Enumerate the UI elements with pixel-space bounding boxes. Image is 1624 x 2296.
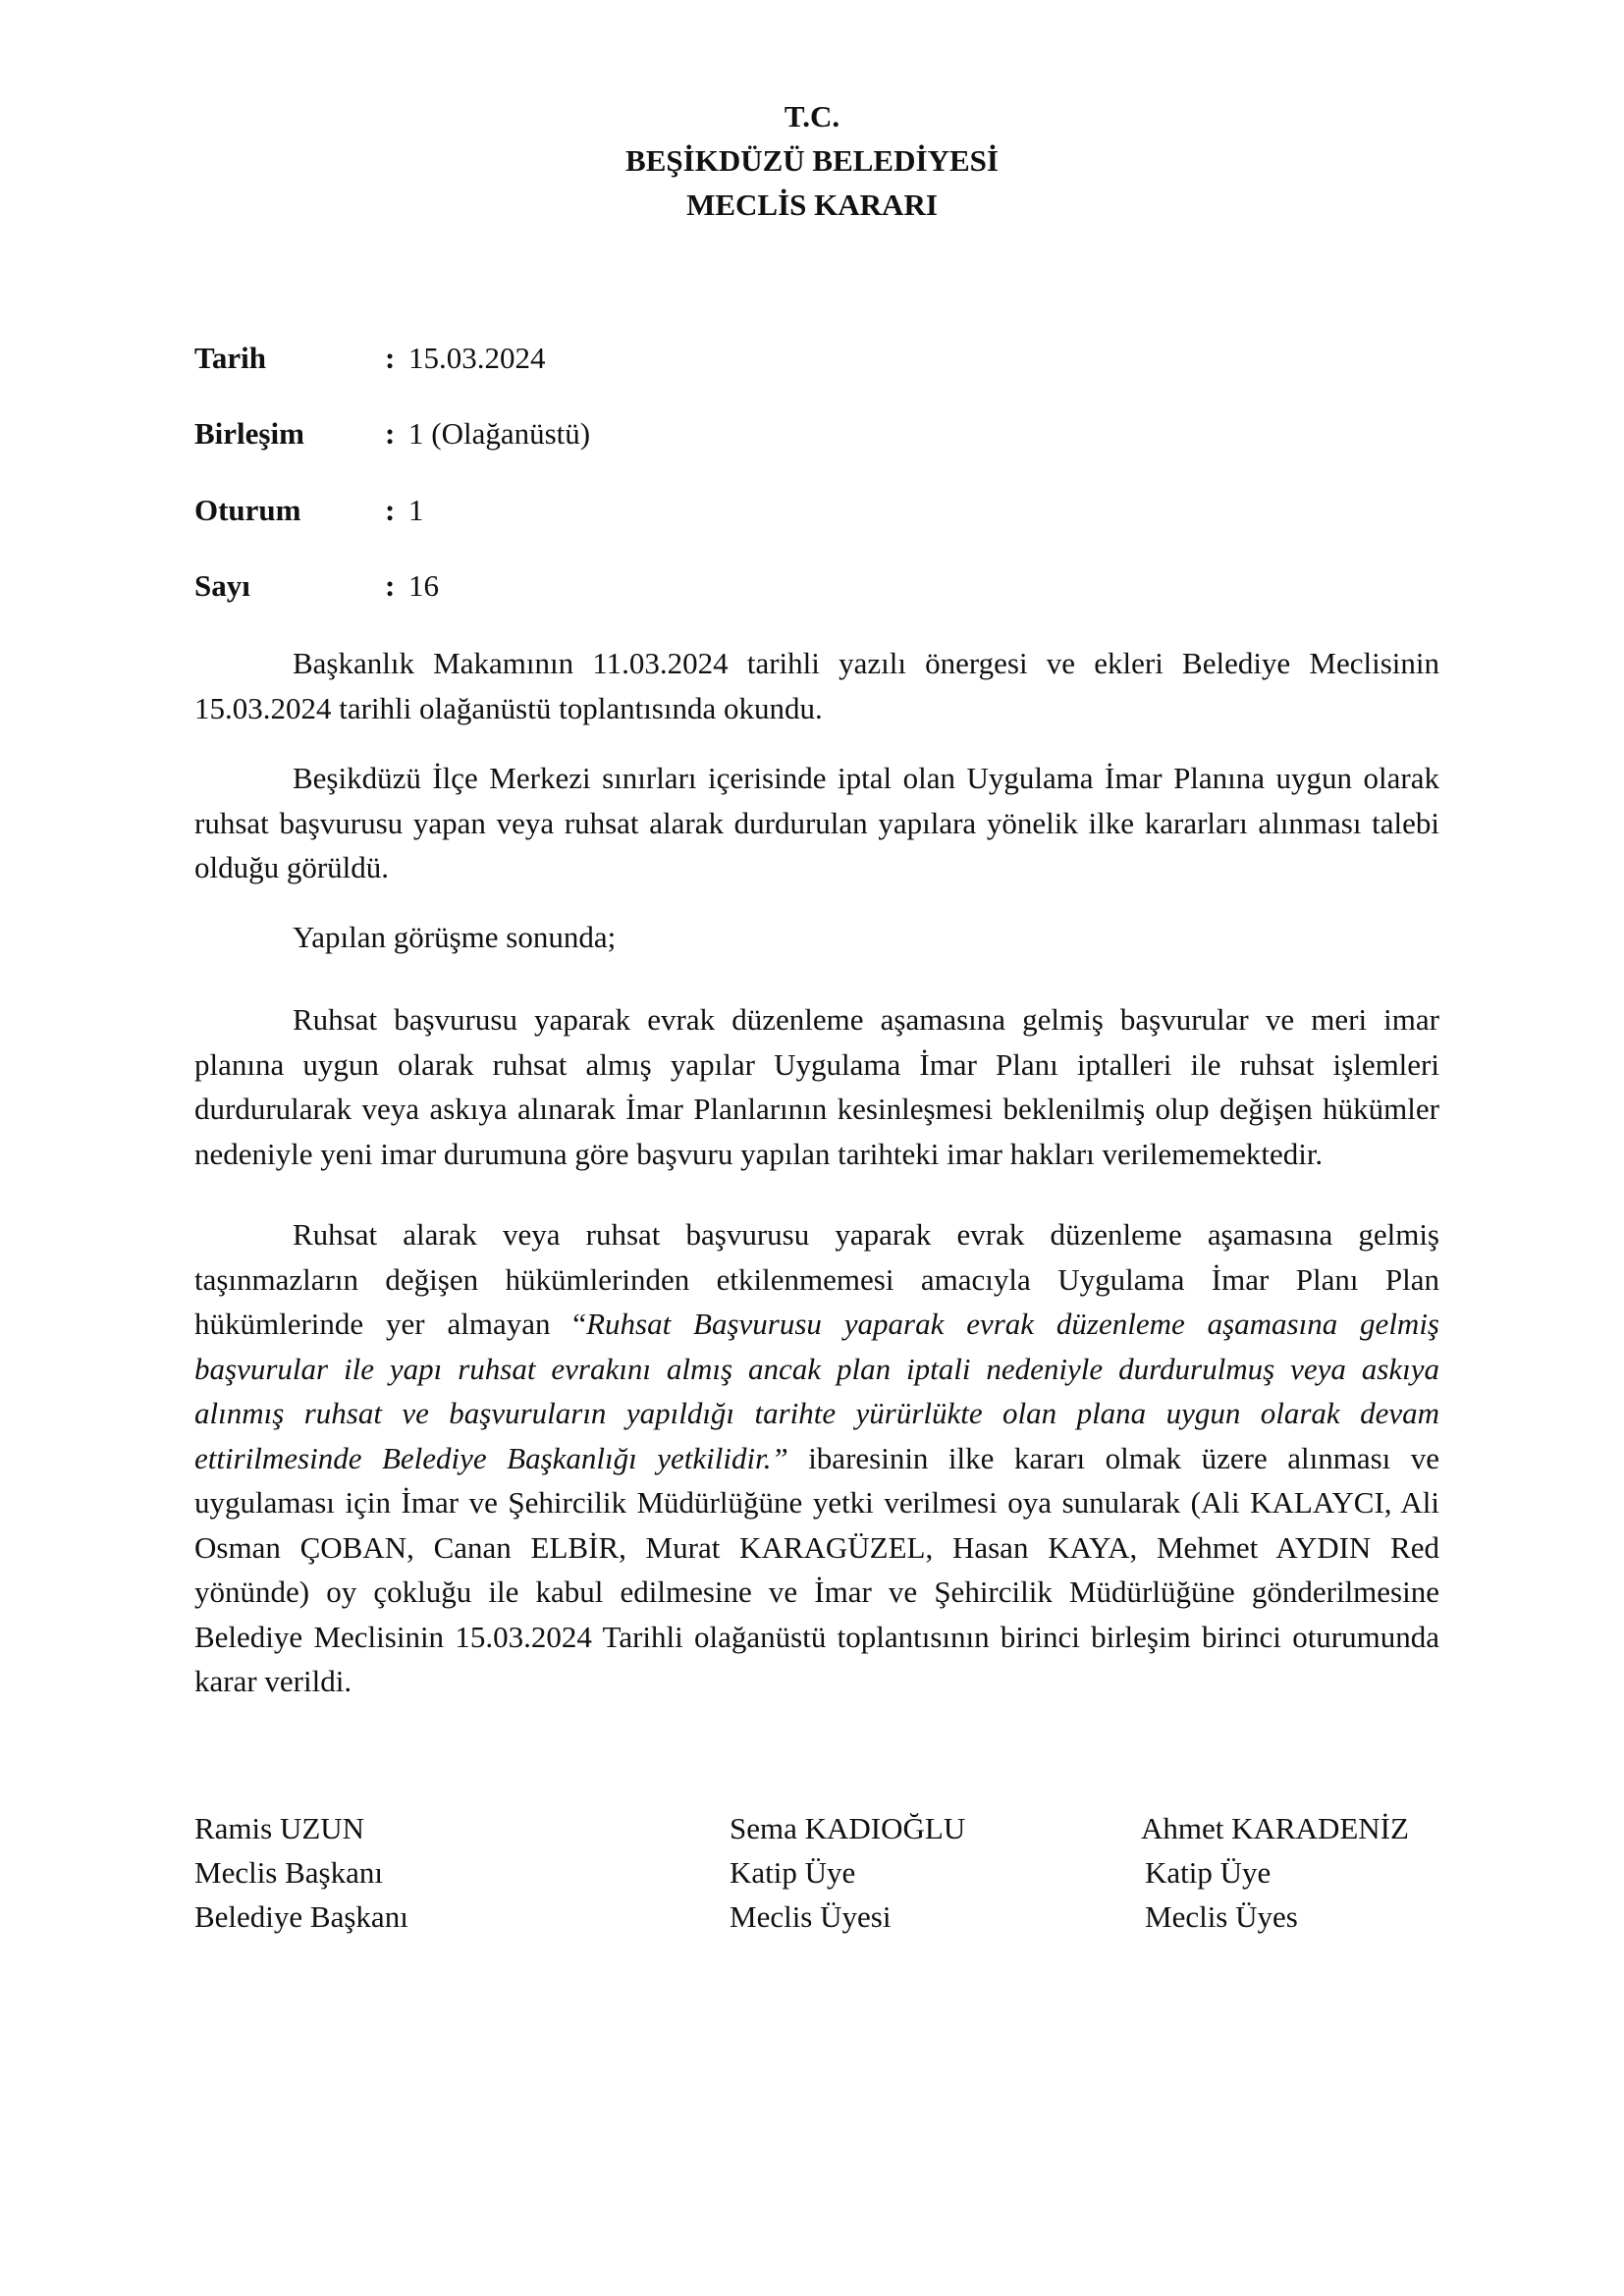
meta-colon: : — [385, 341, 396, 375]
header-municipality: BEŞİKDÜZÜ BELEDİYESİ — [625, 143, 999, 178]
document-header — [0, 94, 1624, 227]
meta-label: Birleşim — [194, 416, 304, 451]
signature-block-clerk-2 — [1141, 1806, 1409, 1939]
paragraph-reasoning: Ruhsat başvurusu yaparak evrak düzenleme aşamasına gelmiş başvurular ve meri imar planına uygun olarak ruhsat almış yapılar Uygulama İmar Planı iptalleri ile ruhsat işlemleri durdurularak veya askıya alınarak İmar Planlarının kesinleşmesi beklenilmiş olup değişen hükümler nedeniyle yeni imar durumuna göre başvuru yapılan tarihteki imar hakları verilememektedir. — [194, 1002, 1439, 1171]
meta-label: Oturum — [194, 493, 301, 527]
header-title: MECLİS KARARI — [686, 187, 938, 222]
signature-role: Meclis Başkanı — [194, 1855, 383, 1890]
decision-text-intro: Ruhsat alarak veya ruhsat başvurusu yaparak evrak düzenleme aşamasına gelmiş taşınmazların değişen hükümlerinden etkilenmemesi amacıyla Uygulama İmar Planı Plan hükümlerinde yer almayan “ — [194, 1217, 1439, 1341]
signature-name: Ramis UZUN — [194, 1811, 365, 1845]
signature-role: Meclis Üyesi — [730, 1899, 892, 1934]
paragraph-request: Beşikdüzü İlçe Merkezi sınırları içerisinde iptal olan Uygulama İmar Planına uygun olarak ruhsat başvurusu yapan veya ruhsat alarak durdurulan yapılara yönelik ilke kararları alınması talebi olduğu görüldü. — [194, 761, 1439, 884]
meta-colon: : — [385, 493, 396, 527]
decision-quoted-text: Ruhsat Başvurusu yaparak evrak düzenleme aşamasına gelmiş başvurular ile yapı ruhsat evrakını almış ancak plan iptali nedeniyle durdurulmuş veya askıya alınmış ruhsat ve başvuruların yapıldığı tarihte yürürlükte olan plana uygun olarak devam ettirilmesinde Belediye Başkanlığı yetkilidir.” — [194, 1307, 1439, 1475]
paragraph-discussion: Yapılan görüşme sonunda; — [293, 920, 617, 954]
meta-value: 1 (Olağanüstü) — [408, 416, 591, 451]
meta-value: 16 — [408, 568, 439, 603]
meta-label: Sayı — [194, 568, 250, 603]
paragraph-decision — [194, 1212, 1439, 1704]
signature-name: Ahmet KARADENİZ — [1141, 1811, 1409, 1845]
header-tc: T.C. — [784, 99, 840, 133]
signature-name: Sema KADIOĞLU — [730, 1811, 966, 1845]
signature-block-clerk-1 — [730, 1806, 965, 1939]
meta-value: 15.03.2024 — [408, 341, 546, 375]
signature-role: Katip Üye — [730, 1855, 856, 1890]
signature-role: Katip Üye — [1145, 1855, 1272, 1890]
decision-text-outcome: ibaresinin ilke kararı olmak üzere alınması ve uygulaması için İmar ve Şehircilik Müdürlüğüne yetki verilmesi oya sunularak (Ali KALAYCI, Ali Osman ÇOBAN, Canan ELBİR, Murat KARAGÜZEL, Hasan KAYA, Mehmet AYDIN Red yönünde) oy çokluğu ile kabul edilmesine ve İmar ve Şehircilik Müdürlüğüne gönderilmesine Belediye Meclisinin 15.03.2024 Tarihli olağanüstü toplantısının birinci birleşim birinci oturumunda karar verildi. — [194, 1440, 1440, 1698]
signature-block-chair — [194, 1806, 408, 1939]
paragraph-reading: Başkanlık Makamının 11.03.2024 tarihli yazılı önergesi ve ekleri Belediye Meclisinin 15.03.2024 tarihli olağanüstü toplantısında okundu. — [194, 646, 1439, 725]
meta-colon: : — [385, 416, 396, 451]
signature-role: Belediye Başkanı — [194, 1899, 408, 1934]
meta-colon: : — [385, 568, 396, 603]
meta-value: 1 — [408, 493, 424, 527]
meta-label: Tarih — [194, 341, 266, 375]
signature-role: Meclis Üyes — [1145, 1899, 1298, 1934]
